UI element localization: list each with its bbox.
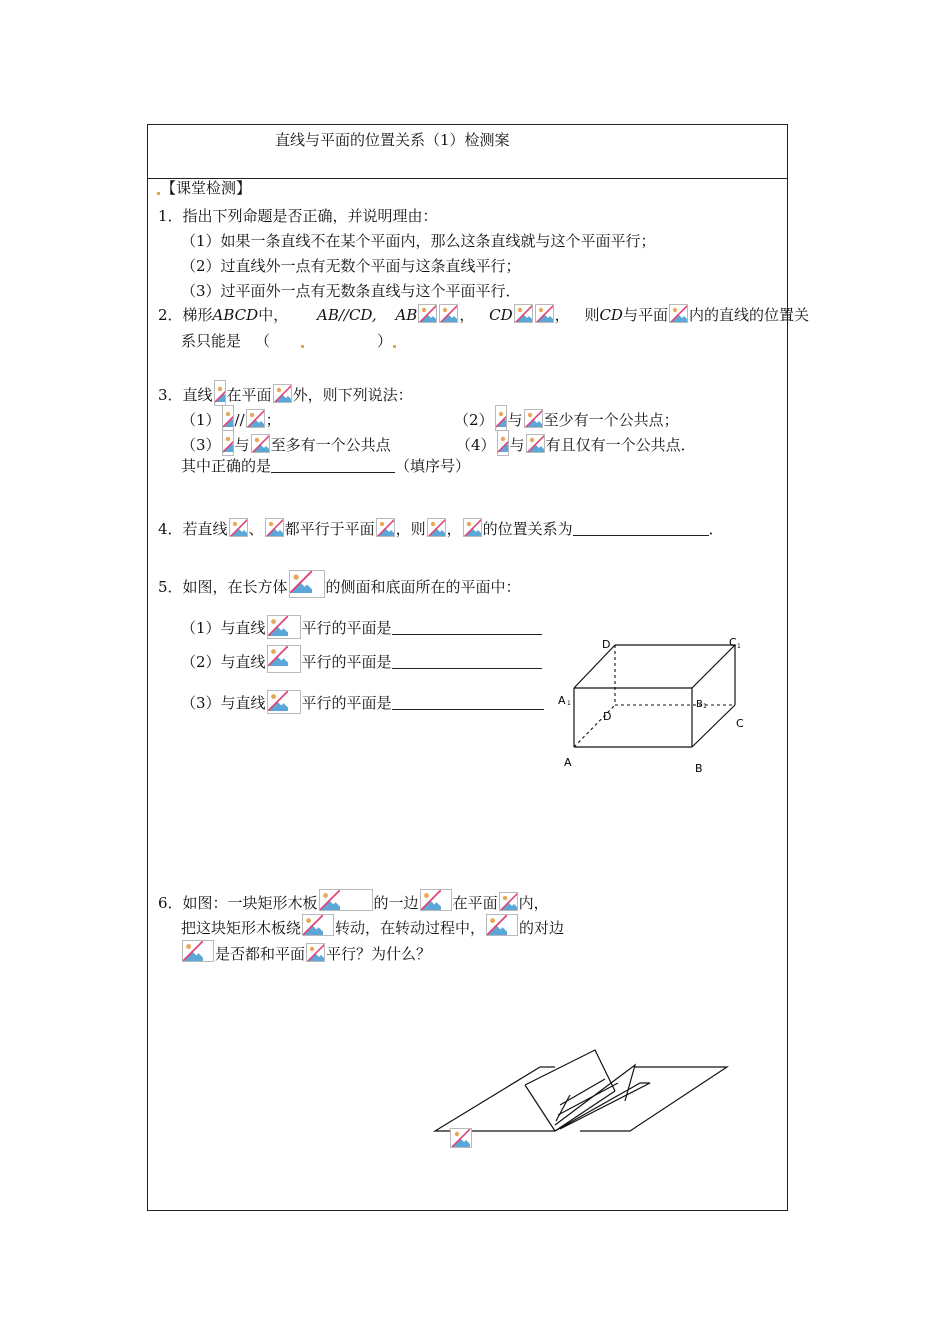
image-placeholder-icon (669, 304, 688, 323)
q1-item-2: （2）过直线外一点有无数个平面与这条直线平行； (181, 257, 521, 275)
answer-blank[interactable] (392, 620, 542, 635)
image-placeholder-icon (514, 304, 533, 323)
image-placeholder-icon (229, 518, 248, 537)
image-placeholder-icon (499, 892, 518, 911)
image-placeholder-icon (267, 645, 301, 673)
q1-item-1: （1）如果一条直线不在某个平面内，那么这条直线就与这个平面平行； (181, 232, 656, 250)
image-placeholder-icon (495, 405, 507, 431)
board-1 (525, 1050, 615, 1091)
board-1-bottom (525, 1085, 555, 1131)
label-c: C (736, 717, 744, 730)
image-placeholder-icon (497, 430, 509, 456)
q3-option-4: （4） 与 有且仅有一个公共点． (456, 430, 696, 456)
answer-blank[interactable] (573, 521, 709, 536)
edge-a1d1 (574, 645, 615, 688)
board-3 (555, 1083, 650, 1131)
image-placeholder-icon (246, 409, 265, 428)
image-placeholder-icon (182, 940, 214, 962)
plane-left-edge (435, 1067, 555, 1131)
answer-blank[interactable] (392, 654, 542, 669)
marker-dot (393, 345, 396, 348)
q3-option-3: （3） 与 至多有一个公共点 (181, 430, 391, 456)
q1-item-3: （3）过平面外一点有无数条直线与这个平面平行． (181, 282, 521, 300)
q4-stem: 4．若直线 、 都平行于平面 ，则 ， 的位置关系为 ． (158, 520, 724, 538)
label-d1: D (602, 638, 611, 651)
label-d: D (603, 710, 612, 723)
marker-dot (157, 192, 160, 195)
q6-line-2: 把这块矩形木板绕 转动，在转动过程中， 的对边 (181, 914, 564, 937)
q1-stem: 1．指出下列命题是否正确，并说明理由： (158, 207, 438, 225)
image-placeholder-icon (267, 690, 301, 714)
q5-item-2: （2）与直线 平行的平面是 (181, 645, 542, 673)
answer-blank[interactable] (271, 458, 395, 473)
marker-dot (301, 345, 304, 348)
edge-bc (692, 705, 735, 747)
q6-line-1: 6．如图：一块矩形木板 的一边 在平面 内， (158, 889, 549, 912)
image-placeholder-icon (267, 615, 301, 639)
image-placeholder-icon (302, 914, 334, 936)
label-b: B (695, 762, 703, 775)
label-c1-sub: 1 (737, 643, 741, 650)
image-placeholder-icon (306, 943, 325, 962)
image-placeholder-icon (535, 304, 554, 323)
q5-stem: 5．如图，在长方体 的侧面和底面所在的平面中： (158, 570, 521, 598)
image-placeholder-icon (526, 434, 545, 453)
title-row (148, 125, 787, 179)
image-placeholder-icon (427, 518, 446, 537)
q3-option-2: （2） 与 至少有一个公共点； (454, 405, 679, 431)
q5-item-3: （3）与直线 平行的平面是 (181, 690, 544, 714)
answer-blank[interactable] (392, 695, 544, 710)
image-placeholder-icon (289, 570, 325, 598)
q5-item-1: （1）与直线 平行的平面是 (181, 615, 542, 639)
section-heading: 【课堂检测】 (156, 179, 251, 197)
image-placeholder-icon (214, 380, 226, 406)
edge-b1c1 (692, 645, 735, 688)
image-placeholder-icon (265, 518, 284, 537)
q2-line-2: 系只能是 （ ） (181, 332, 397, 350)
label-b1: B (696, 699, 703, 710)
board-6 (556, 1095, 570, 1121)
image-placeholder-icon (222, 405, 234, 431)
image-placeholder-icon (251, 434, 270, 453)
image-placeholder-icon (418, 304, 437, 323)
board-1-hinge (555, 1091, 615, 1131)
image-placeholder-icon (524, 409, 543, 428)
image-placeholder-icon (222, 430, 234, 456)
q3-answer: 其中正确的是 （填序号） (181, 457, 471, 475)
q2-line-1: 2．梯形ABCD中， AB//CD, AB ， CD ， 则CD与平面 内的直线的位置关 (158, 306, 809, 324)
label-c1: C (729, 636, 737, 649)
rotating-board-figure (430, 1045, 735, 1155)
q3-option-1: （1） // ； (181, 405, 281, 431)
image-placeholder-icon (439, 304, 458, 323)
image-placeholder-icon (486, 914, 518, 936)
board-4 (558, 1083, 618, 1115)
alpha-placeholder (449, 1128, 473, 1149)
label-a1: A (558, 694, 566, 707)
image-placeholder-icon (420, 889, 452, 911)
image-placeholder-icon (463, 518, 482, 537)
q3-stem: 3．直线 在平面 外，则下列说法： (158, 380, 413, 406)
image-placeholder-icon (376, 518, 395, 537)
image-placeholder-icon (319, 889, 373, 911)
label-a: A (564, 756, 572, 769)
image-placeholder-icon (273, 384, 292, 403)
page-title: 直线与平面的位置关系（1）检测案 (275, 131, 510, 149)
label-a1-sub: 1 (567, 700, 571, 707)
cuboid-figure (555, 630, 765, 780)
label-b1-sub: 1 (703, 703, 707, 710)
image-placeholder-icon (450, 1128, 472, 1148)
q6-line-3: 是否都和平面 平行？为什么？ (181, 940, 431, 963)
